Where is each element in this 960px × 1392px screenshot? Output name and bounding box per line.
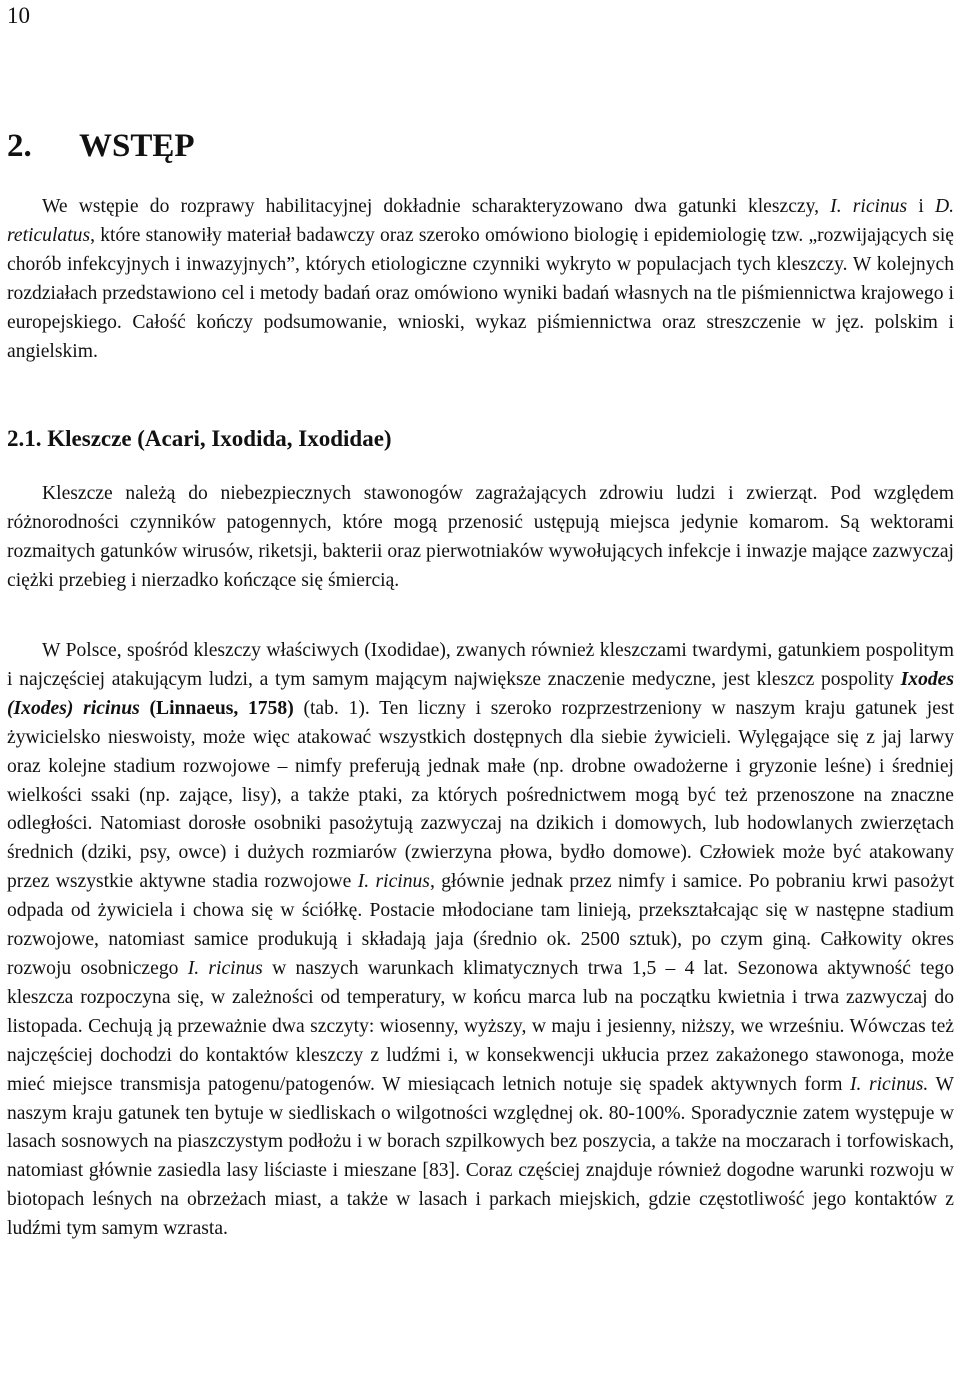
intro-text-3: , które stanowiły materiał badawczy oraz szeroko omówiono biologię i epidemiologię tzw. „rozwijających się chorób infekcyjnych i inwazyjnych”, których etiologiczne czynniki wykryto w populacjach tych kleszczy. W kolejnych rozdziałach przedstawiono cel i metody badań oraz omówiono wyniki badań własnych na tle piśmiennictwa krajowego i europejskiego. Całość kończy podsumowanie, wnioski, wykaz piśmiennictwa oraz streszczenie w jęz. polskim i angielskim.: [7, 224, 954, 362]
species-name-bold: Ixodes (Ixodes) ricinus: [7, 668, 954, 719]
page-number: 10: [7, 3, 30, 28]
species-name: I. ricinus: [830, 196, 908, 217]
para2-text-6: W naszym kraju gatunek ten bytuje w siedliskach o wilgotności względnej ok. 80-100%. Sporadycznie zatem występuje w lasach sosnowych na piaszczystym podłożu i w borach szpilkowych bez poszycia, a także na moczarach i torfowiskach, natomiast głównie zasiedla lasy liściaste i mieszane [83]. Coraz częściej znajduje również dogodne warunki rozwoju w biotopach leśnych na obrzeżach miast, a także w lasach i parkach miejskich, gdzie częstotliwość jego kontaktów z ludźmi tym samym wzrasta.: [7, 1073, 954, 1240]
para2-text-5: w naszych warunkach klimatycznych trwa 1,5 – 4 lat. Sezonowa aktywność tego kleszcza rozpoczyna się, w zależności od temperatury, w końcu marca lub na początku kwietnia i trwa zazwyczaj do listopada. Cechują ją przeważnie dwa szczyty: wiosenny, wyższy, w maju i jesienny, niższy, we wrześniu. Wówczas też najczęściej dochodzi do kontaktów kleszczy z ludźmi i, w konsekwencji ukłucia przez zakażonego stawonoga, może mieć miejsce transmisja patogenu/patogenów. W miesiącach letnich notuje się spadek aktywnych form: [7, 957, 955, 1095]
para2-text-3: (tab. 1). Ten liczny i szeroko rozprzestrzeniony w naszym kraju gatunek jest żywicielsko nieswoisty, może więc atakować wszystkich dostępnych dla siebie żywicieli. Wylęgające się z jaj larwy oraz kolejne stadium rozwojowe – nimfy preferują jednak małe (np. drobne owadożerne i gryzonie leśne) i średniej wielkości ssaki (np. zające, lisy), a także ptaki, za których pośrednictwem mogą być też przenoszone na znaczne odległości. Natomiast dorosłe osobniki pasożytują zazwyczaj na dzikich i domowych, lub hodowlanych zwierzętach średnich (dziki, psy, owce) i dużych rozmiarów (zwierzyna płowa, bydło domowe). Człowiek może być atakowany przez wszystkie aktywne stadia rozwojowe: [7, 697, 955, 893]
species-name: I. ricinus: [187, 957, 263, 979]
chapter-number: 2.: [7, 128, 32, 164]
para2-text-1: W Polsce, spośród kleszczy właściwych (Ixodidae), zwanych również kleszczami twardymi, gatunkiem pospolitym i najczęściej atakującym ludzi, a tym samym mającym największe znaczenie medyczne, jest kleszcz pospolity: [7, 640, 954, 690]
section-number: 2.1.: [7, 426, 42, 451]
body-paragraph-2: [7, 637, 954, 1244]
chapter-heading: [7, 124, 195, 168]
intro-text-2: i: [907, 196, 935, 217]
chapter-title: WSTĘP: [79, 128, 195, 164]
section-title: Kleszcze (Acari, Ixodida, Ixodidae): [47, 426, 392, 451]
species-name: I. ricinus: [357, 871, 430, 893]
intro-text-1: We wstępie do rozprawy habilitacyjnej dokładnie scharakteryzowano dwa gatunki kleszczy,: [42, 196, 831, 217]
body-paragraph-1: Kleszcze należą do niebezpiecznych stawonogów zagrażających zdrowiu ludzi i zwierząt. Pod względem różnorodności czynników patogennych, które mogą przenosić ustępują miejsca jedynie komarom. Są wektorami rozmaitych gatunków wirusów, riketsji, bakterii oraz pierwotniaków wywołujących infekcje i inwazje mające zazwyczaj ciężki przebieg i nierzadko kończące się śmiercią.: [7, 483, 954, 591]
species-author: (Linnaeus, 1758): [149, 697, 294, 719]
para2-space: [140, 698, 150, 719]
section-heading: [7, 423, 392, 455]
para2-text-4: , głównie jednak przez nimfy i samice. Po pobraniu krwi pasożyt odpada od żywiciela i chowa się w ściółkę. Postacie młodociane tam linieją, przekształcając się w następne stadium rozwojowe, natomiast samice produkują i składają jaja (średnio ok. 2500 sztuk), po czym giną. Całkowity okres rozwoju osobniczego: [7, 871, 955, 979]
intro-paragraph: [7, 193, 954, 366]
species-name: D. reticulatus: [7, 196, 954, 246]
species-name: I. ricinus.: [850, 1073, 929, 1095]
